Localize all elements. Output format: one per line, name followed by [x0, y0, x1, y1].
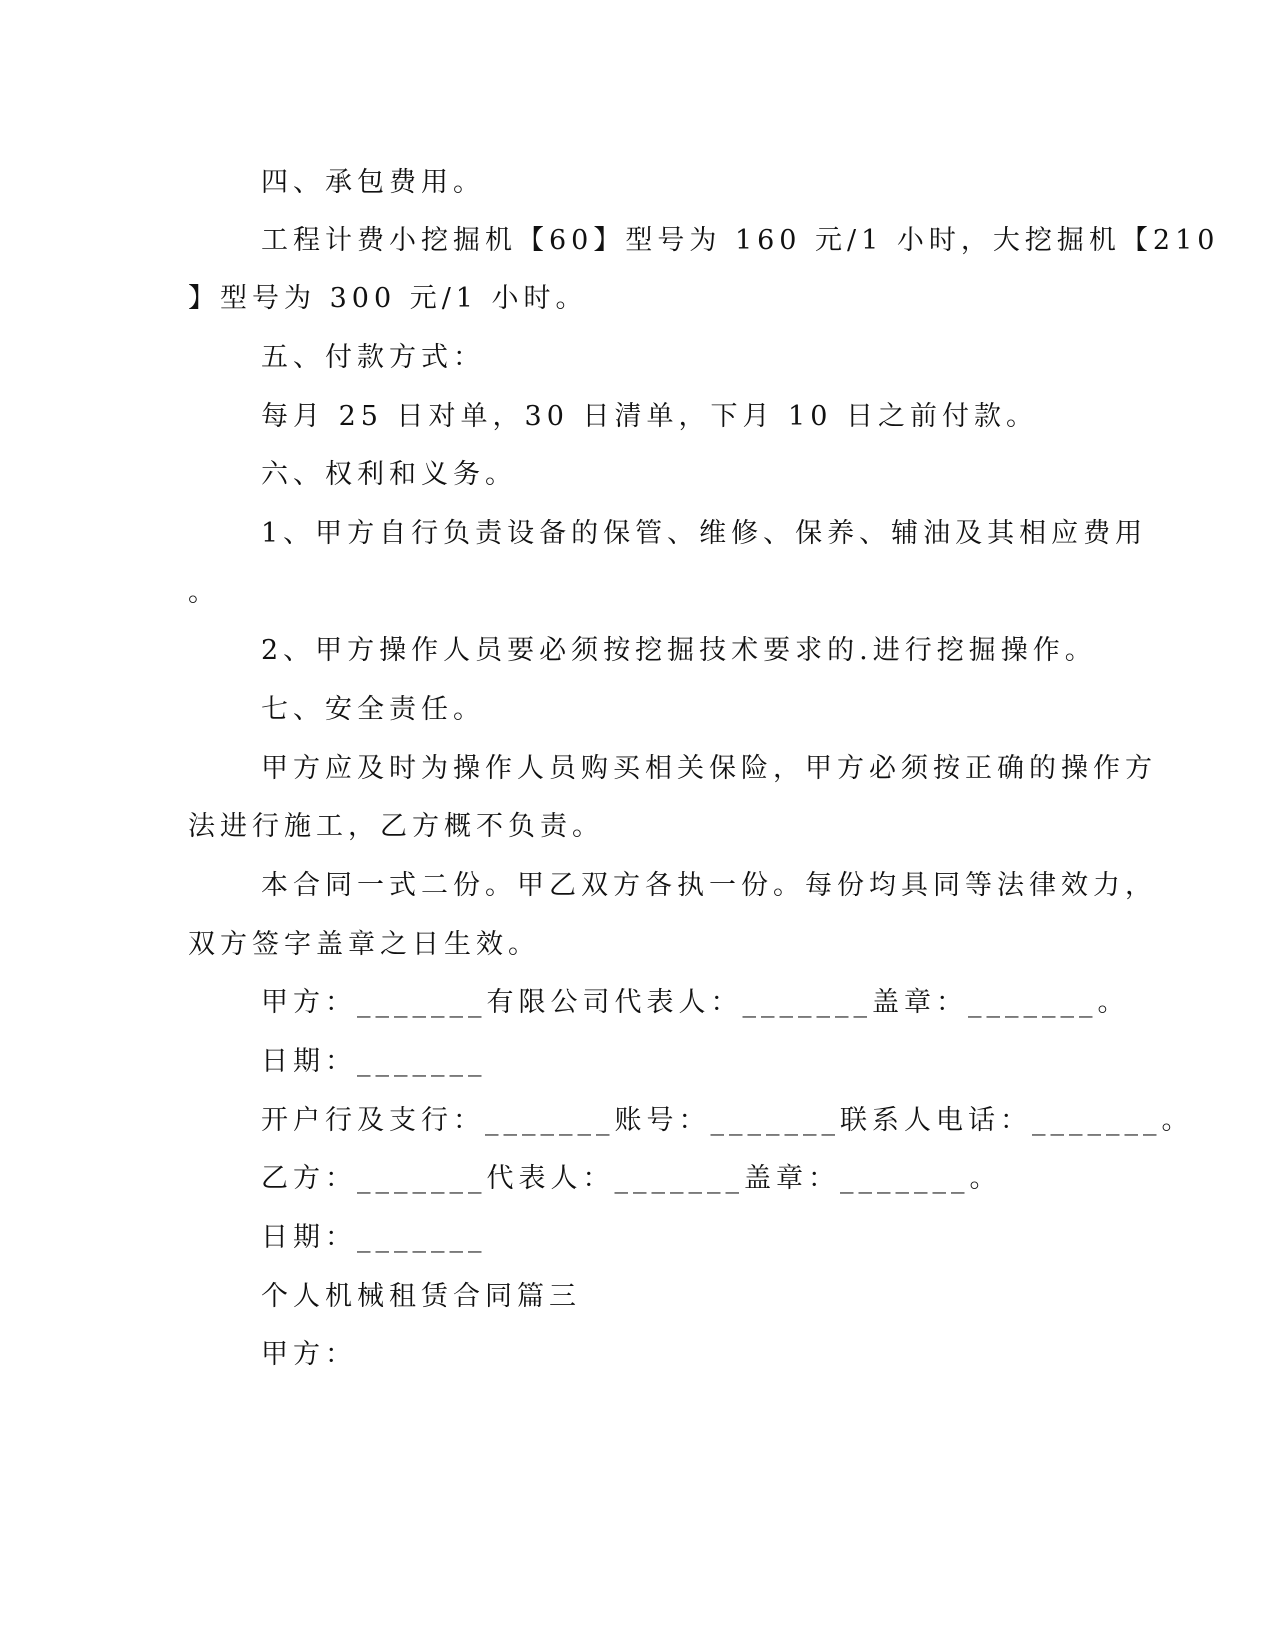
section-heading-fees: 四、承包费用。 [261, 167, 485, 198]
bank-info-line: 开户行及支行：_______账号：_______联系人电话：_______。 [261, 1105, 1194, 1136]
section-heading-rights: 六、权利和义务。 [261, 459, 517, 490]
paragraph-line: 工程计费小挖掘机【60】型号为 160 元/1 小时，大挖掘机【210 [261, 225, 1220, 256]
paragraph-line: 】型号为 300 元/1 小时。 [188, 283, 588, 314]
signature-line-party-a: 甲方：_______有限公司代表人：_______盖章：_______。 [261, 987, 1130, 1018]
contract-title: 个人机械租赁合同篇三 [261, 1281, 581, 1312]
section-heading-payment: 五、付款方式： [261, 342, 485, 373]
date-line: 日期：_______ [261, 1222, 487, 1253]
section-heading-safety: 七、安全责任。 [261, 694, 485, 725]
paragraph-line: 法进行施工，乙方概不负责。 [188, 811, 604, 842]
party-a-label: 甲方： [261, 1339, 357, 1370]
paragraph-line: 甲方应及时为操作人员购买相关保险，甲方必须按正确的操作方 [261, 753, 1157, 784]
paragraph-line: 。 [188, 577, 220, 608]
paragraph-line: 每月 25 日对单，30 日清单，下月 10 日之前付款。 [261, 401, 1038, 432]
paragraph-line: 2、甲方操作人员要必须按挖掘技术要求的.进行挖掘操作。 [261, 635, 1097, 666]
signature-line-party-b: 乙方：_______代表人：_______盖章：_______。 [261, 1163, 1002, 1194]
date-line: 日期：_______ [261, 1046, 487, 1077]
paragraph-line: 本合同一式二份。甲乙双方各执一份。每份均具同等法律效力， [261, 870, 1157, 901]
paragraph-line: 双方签字盖章之日生效。 [188, 929, 540, 960]
paragraph-line: 1、甲方自行负责设备的保管、维修、保养、辅油及其相应费用 [261, 518, 1148, 549]
